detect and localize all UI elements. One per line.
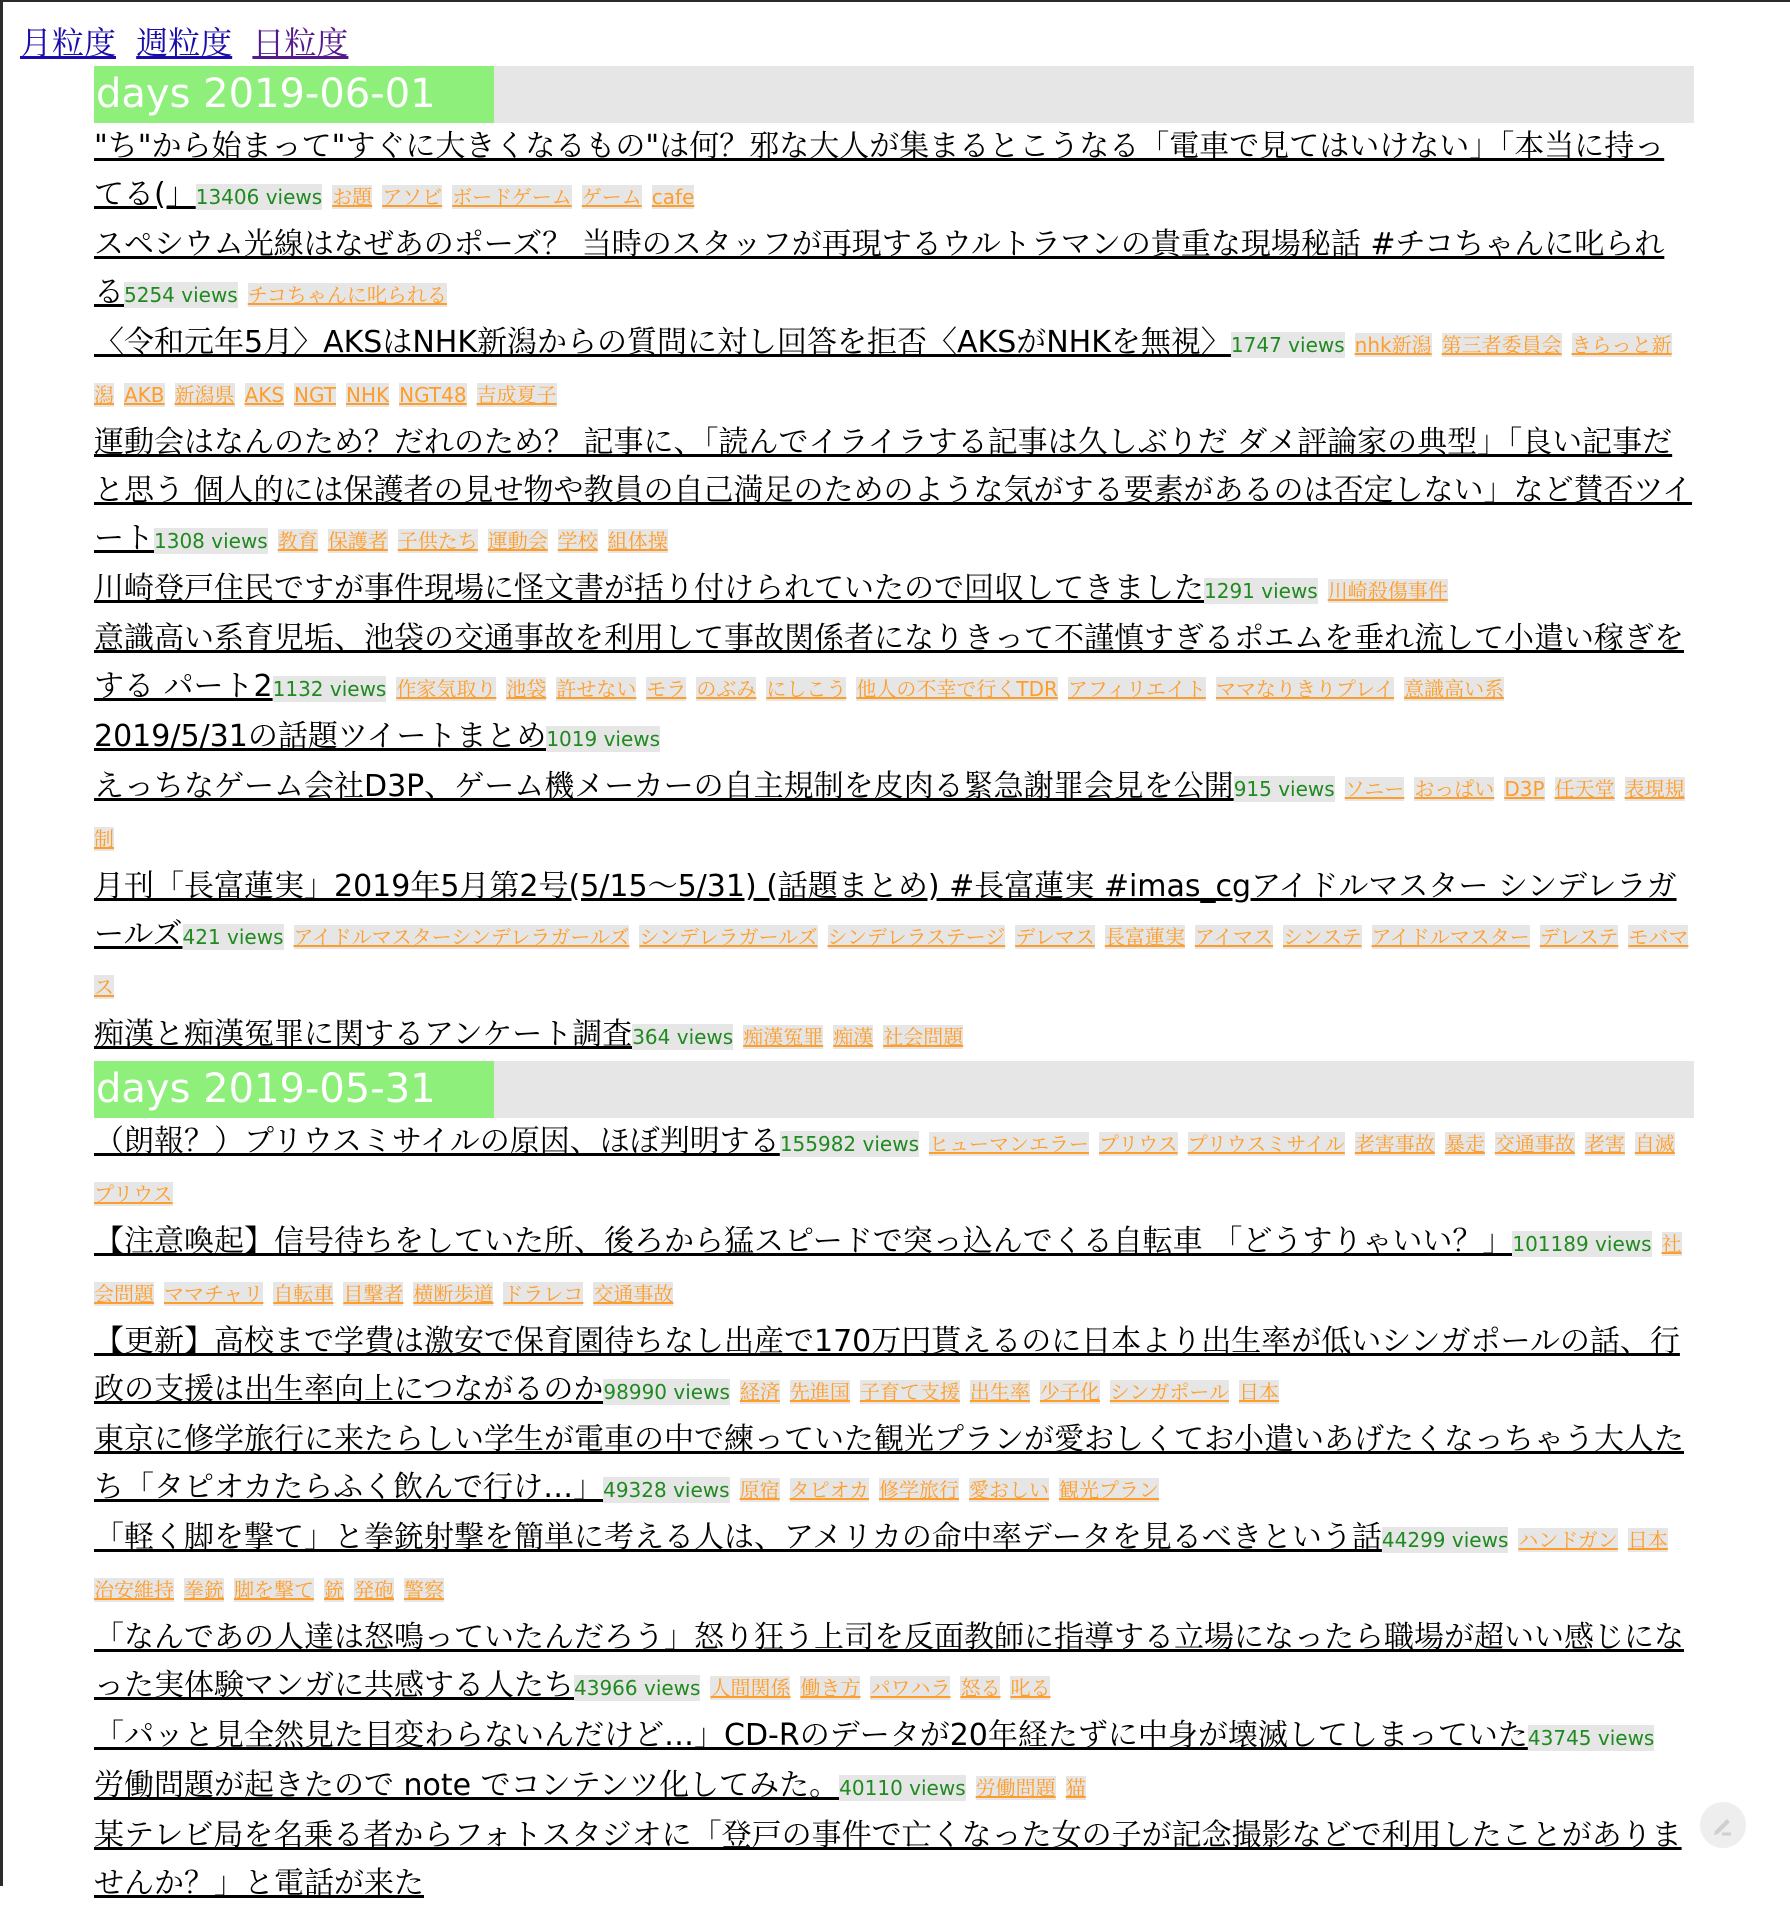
- article-entry: [94, 713, 1694, 763]
- granularity-nav: [20, 22, 358, 64]
- tag-link[interactable]: シンガポール: [1109, 1380, 1229, 1404]
- tag-link[interactable]: シンステ: [1283, 925, 1362, 949]
- tag-link[interactable]: おっぱい: [1414, 777, 1495, 801]
- tag-link[interactable]: タピオカ: [789, 1478, 869, 1502]
- article-list: [94, 123, 1694, 1061]
- tag-link[interactable]: 警察: [404, 1578, 444, 1602]
- tag-link[interactable]: 運動会: [487, 529, 548, 553]
- tag-link[interactable]: アイドルマスター: [1371, 925, 1530, 949]
- tag-link[interactable]: シンデレラガールズ: [639, 925, 818, 949]
- tag-link[interactable]: 表現規制: [94, 777, 1685, 851]
- article-title-link[interactable]: 月刊「長富蓮実」2019年5月第2号(5/15〜5/31) (話題まとめ) #長富蓮実 #imas_cgアイドルマスター シンデレラガールズ: [94, 869, 1677, 952]
- tag-link[interactable]: 吉成夏子: [476, 383, 557, 407]
- floating-edit-button[interactable]: [1700, 1802, 1746, 1848]
- view-count: 155982 views: [779, 1132, 919, 1156]
- view-count: 13406 views: [195, 185, 323, 209]
- tag-link[interactable]: プリウス: [1099, 1132, 1178, 1156]
- tag-link[interactable]: 交通事故: [1494, 1132, 1575, 1156]
- tag-link[interactable]: 新潟県: [174, 383, 235, 407]
- tag-link[interactable]: 社会問題: [94, 1232, 1682, 1306]
- tag-link[interactable]: 出生率: [969, 1380, 1030, 1404]
- tag-link[interactable]: 交通事故: [593, 1282, 674, 1306]
- article-title-link[interactable]: 某テレビ局を名乗る者からフォトスタジオに「登戸の事件で亡くなった女の子が記念撮影などで利用したことがありませんか？」と電話が来た: [94, 1818, 1682, 1901]
- tag-link[interactable]: 組体操: [607, 529, 668, 553]
- tag-link[interactable]: アイドルマスターシンデレラガールズ: [293, 925, 630, 949]
- tag-link[interactable]: ゲーム: [581, 185, 642, 209]
- tag-link[interactable]: 子供たち: [397, 529, 478, 553]
- tag-link[interactable]: モバマス: [94, 925, 1689, 999]
- tag-link[interactable]: 第三者委員会: [1441, 333, 1562, 357]
- tag-link[interactable]: ママなりきりプレイ: [1215, 677, 1395, 701]
- article-title-link[interactable]: 労働問題が起きたので note でコンテンツ化してみた。: [94, 1768, 840, 1803]
- tag-link[interactable]: NHK: [346, 383, 390, 407]
- tag-link[interactable]: 目撃者: [343, 1282, 404, 1306]
- view-count: 98990 views: [603, 1380, 730, 1404]
- article-title-link[interactable]: 「軽く脚を撃て」と拳銃射撃を簡単に考える人は、アメリカの命中率データを見るべきという話: [94, 1520, 1382, 1555]
- tag-link[interactable]: AKS: [244, 383, 285, 407]
- tag-link[interactable]: ボードゲーム: [452, 185, 572, 209]
- view-count: 40110 views: [839, 1776, 966, 1800]
- article-entry: [94, 1118, 1694, 1218]
- tag-link[interactable]: モラ: [646, 677, 687, 701]
- article-title-link[interactable]: えっちなゲーム会社D3P、ゲーム機メーカーの自主規制を皮肉る緊急謝罪会見を公開: [94, 769, 1234, 804]
- article-title-link[interactable]: 〈令和元年5月〉AKSはNHK新潟からの質問に対し回答を拒否〈AKSがNHKを無視〉: [94, 325, 1231, 360]
- tag-link[interactable]: アイマス: [1194, 925, 1274, 949]
- tag-link[interactable]: 怒る: [960, 1676, 1001, 1700]
- view-count: 101189 views: [1512, 1232, 1652, 1256]
- day-header-label: days 2019-06-01: [94, 66, 494, 123]
- article-title-link[interactable]: 痴漢と痴漢冤罪に関するアンケート調査: [94, 1017, 633, 1052]
- article-title-link[interactable]: 意識高い系育児垢、池袋の交通事故を利用して事故関係者になりきって不謹慎すぎるポエムを垂れ流して小遣い稼ぎをする パート2: [94, 621, 1684, 704]
- tag-link[interactable]: 横断歩道: [413, 1282, 494, 1306]
- article-title-link[interactable]: スペシウム光線はなぜあのポーズ？ 当時のスタッフが再現するウルトラマンの貴重な現場秘話 #チコちゃんに叱られる: [94, 227, 1665, 310]
- view-count: 1308 views: [154, 529, 268, 553]
- article-entry: [94, 123, 1694, 221]
- article-title-link[interactable]: 2019/5/31の話題ツイートまとめ: [94, 719, 547, 754]
- view-count: 49328 views: [603, 1478, 730, 1502]
- article-entry: [94, 319, 1694, 419]
- window-top-border: [0, 0, 1790, 2]
- article-title-link[interactable]: 「パッと見全然見た目変わらないんだけど…」CD-Rのデータが20年経たずに中身が壊滅してしまっていた: [94, 1718, 1528, 1753]
- view-count: 421 views: [182, 925, 284, 949]
- view-count: 364 views: [632, 1025, 734, 1049]
- tag-link[interactable]: 社会問題: [883, 1025, 964, 1049]
- tag-link[interactable]: 拳銃: [184, 1578, 224, 1602]
- tag-link[interactable]: 子育て支援: [859, 1380, 960, 1404]
- tag-link[interactable]: ソニー: [1344, 777, 1405, 801]
- view-count: 915 views: [1233, 777, 1335, 801]
- tag-link[interactable]: NGT: [294, 383, 336, 407]
- tag-link[interactable]: 修学旅行: [878, 1478, 959, 1502]
- tag-link[interactable]: ドラレコ: [503, 1282, 584, 1306]
- tag-link[interactable]: 脚を撃て: [234, 1578, 314, 1602]
- view-count: 5254 views: [124, 283, 238, 307]
- window-left-border: [0, 0, 3, 1886]
- tag-link[interactable]: プリウスミサイル: [1187, 1132, 1345, 1156]
- article-list: [94, 1118, 1694, 1908]
- article-entry: [94, 1762, 1694, 1812]
- day-header: [94, 1061, 1694, 1118]
- tag-link[interactable]: 学校: [557, 529, 598, 553]
- tag-link[interactable]: 自滅プリウス: [94, 1132, 1675, 1206]
- tag-link[interactable]: 叱る: [1010, 1676, 1051, 1700]
- tag-link[interactable]: 痴漢冤罪: [743, 1025, 824, 1049]
- tag-link[interactable]: 川崎殺傷事件: [1327, 579, 1448, 603]
- view-count: 43966 views: [574, 1676, 701, 1700]
- article-entry: [94, 419, 1694, 565]
- tag-link[interactable]: 任天堂: [1554, 777, 1615, 801]
- tag-link[interactable]: デレステ: [1539, 925, 1619, 949]
- tag-link[interactable]: 働き方: [800, 1676, 861, 1700]
- article-entry: [94, 1011, 1694, 1061]
- view-count: 1132 views: [272, 677, 387, 701]
- article-entry: [94, 863, 1694, 1011]
- tag-link[interactable]: のぶみ: [696, 677, 757, 701]
- tag-link[interactable]: ヒューマンエラー: [929, 1132, 1089, 1156]
- tag-link[interactable]: 許せない: [556, 677, 637, 701]
- tag-link[interactable]: 作家気取り: [396, 677, 497, 701]
- tag-link[interactable]: ハンドガン: [1518, 1528, 1618, 1552]
- daily-link[interactable]: 日粒度: [252, 24, 349, 62]
- tag-link[interactable]: 日本: [1627, 1528, 1668, 1552]
- article-entry: [94, 221, 1694, 319]
- article-title-link[interactable]: 【注意喚起】信号待ちをしていた所、後ろから猛スピードで突っ込んでくる自転車 「どうすりゃいい？」: [94, 1224, 1513, 1259]
- tag-link[interactable]: NGT48: [399, 383, 467, 407]
- view-count: 43745 views: [1527, 1726, 1655, 1750]
- article-title-link[interactable]: 運動会はなんのため？だれのため？ 記事に、「読んでイライラする記事は久しぶりだ ダメ評論家の典型」「良い記事だと思う 個人的には保護者の見せ物や教員の自己満足のためのような気がする要素があるのは否定しない」など賛否ツイート: [94, 425, 1693, 556]
- day-header-label: days 2019-05-31: [94, 1061, 494, 1118]
- tag-link[interactable]: 先進国: [789, 1380, 850, 1404]
- tag-link[interactable]: パワハラ: [870, 1676, 951, 1700]
- tag-link[interactable]: 池袋: [506, 677, 547, 701]
- article-title-link[interactable]: 【更新】高校まで学費は激安で保育園待ちなし出産で170万円貰えるのに日本より出生率が低いシンガポールの話、行政の支援は出生率向上につながるのか: [94, 1324, 1680, 1407]
- tag-link[interactable]: 保護者: [327, 529, 388, 553]
- article-title-link[interactable]: 「なんであの人達は怒鳴っていたんだろう」怒り狂う上司を反面教師に指導する立場になったら職場が超いい感じになった実体験マンガに共感する人たち: [94, 1620, 1684, 1703]
- tag-link[interactable]: 経済: [739, 1380, 780, 1404]
- tag-link[interactable]: cafe: [651, 185, 695, 209]
- article-entry: [94, 1614, 1694, 1712]
- tag-link[interactable]: D3P: [1504, 777, 1545, 801]
- article-title-link[interactable]: 東京に修学旅行に来たらしい学生が電車の中で練っていた観光プランが愛おしくてお小遣いあげたくなっちゃう大人たち「タピオカたらふく飲んで行け…」: [94, 1422, 1684, 1505]
- tag-link[interactable]: 他人の不幸で行くTDR: [856, 677, 1058, 701]
- tag-link[interactable]: 原宿: [739, 1478, 780, 1502]
- tag-link[interactable]: お題: [332, 185, 373, 209]
- tag-link[interactable]: 暴走: [1444, 1132, 1485, 1156]
- tag-link[interactable]: AKB: [124, 383, 165, 407]
- view-count: 1019 views: [546, 727, 661, 751]
- article-entry: [94, 1416, 1694, 1514]
- article-entry: [94, 1514, 1694, 1614]
- tag-link[interactable]: 銃: [324, 1578, 344, 1602]
- pencil-icon: [1709, 1811, 1737, 1839]
- tag-link[interactable]: 治安維持: [94, 1578, 174, 1602]
- tag-link[interactable]: 痴漢: [833, 1025, 874, 1049]
- article-entry: [94, 763, 1694, 863]
- tag-link[interactable]: 老害: [1584, 1132, 1625, 1156]
- tag-link[interactable]: 猫: [1065, 1776, 1086, 1800]
- view-count: 1747 views: [1230, 333, 1345, 357]
- article-title-link[interactable]: 川崎登戸住民ですが事件現場に怪文書が括り付けられていたので回収してきました: [94, 571, 1204, 606]
- tag-link[interactable]: アフィリエイト: [1067, 677, 1206, 701]
- article-entry: [94, 1218, 1694, 1318]
- main-content: [94, 66, 1694, 1908]
- article-entry: [94, 1318, 1694, 1416]
- tag-link[interactable]: 意識高い系: [1404, 677, 1505, 701]
- tag-link[interactable]: nhk新潟: [1354, 333, 1432, 357]
- tag-link[interactable]: 老害事故: [1354, 1132, 1435, 1156]
- article-entry: [94, 615, 1694, 713]
- tag-link[interactable]: にしこう: [766, 677, 847, 701]
- monthly-link[interactable]: 月粒度: [20, 24, 117, 62]
- tag-link[interactable]: 労働問題: [975, 1776, 1056, 1800]
- tag-link[interactable]: 少子化: [1039, 1380, 1100, 1404]
- tag-link[interactable]: 発砲: [354, 1578, 394, 1602]
- tag-link[interactable]: デレマス: [1015, 925, 1095, 949]
- article-entry: [94, 1812, 1694, 1908]
- tag-link[interactable]: ママチャリ: [164, 1282, 264, 1306]
- view-count: 44299 views: [1381, 1528, 1509, 1552]
- tag-link[interactable]: 自転車: [273, 1282, 334, 1306]
- tag-link[interactable]: アソビ: [382, 185, 443, 209]
- article-entry: [94, 1712, 1694, 1762]
- tag-link[interactable]: 愛おしい: [968, 1478, 1049, 1502]
- tag-link[interactable]: チコちゃんに叱られる: [247, 283, 447, 307]
- tag-link[interactable]: 教育: [277, 529, 318, 553]
- view-count: 1291 views: [1204, 579, 1318, 603]
- weekly-link[interactable]: 週粒度: [136, 24, 233, 62]
- article-entry: [94, 565, 1694, 615]
- day-header: [94, 66, 1694, 123]
- tag-link[interactable]: シンデレラステージ: [827, 925, 1006, 949]
- tag-link[interactable]: 人間関係: [710, 1676, 791, 1700]
- tag-link[interactable]: 長富蓮実: [1104, 925, 1185, 949]
- tag-link[interactable]: 観光プラン: [1058, 1478, 1159, 1502]
- article-title-link[interactable]: （朗報？）プリウスミサイルの原因、ほぼ判明する: [94, 1124, 780, 1159]
- article-title-link[interactable]: "ち"から始まって"すぐに大きくなるもの"は何？邪な大人が集まるとこうなる「電車で見てはいけない」「本当に持ってる(」: [94, 129, 1665, 212]
- tag-link[interactable]: 日本: [1238, 1380, 1279, 1404]
- tag-link[interactable]: きらっと新潟: [94, 333, 1672, 407]
